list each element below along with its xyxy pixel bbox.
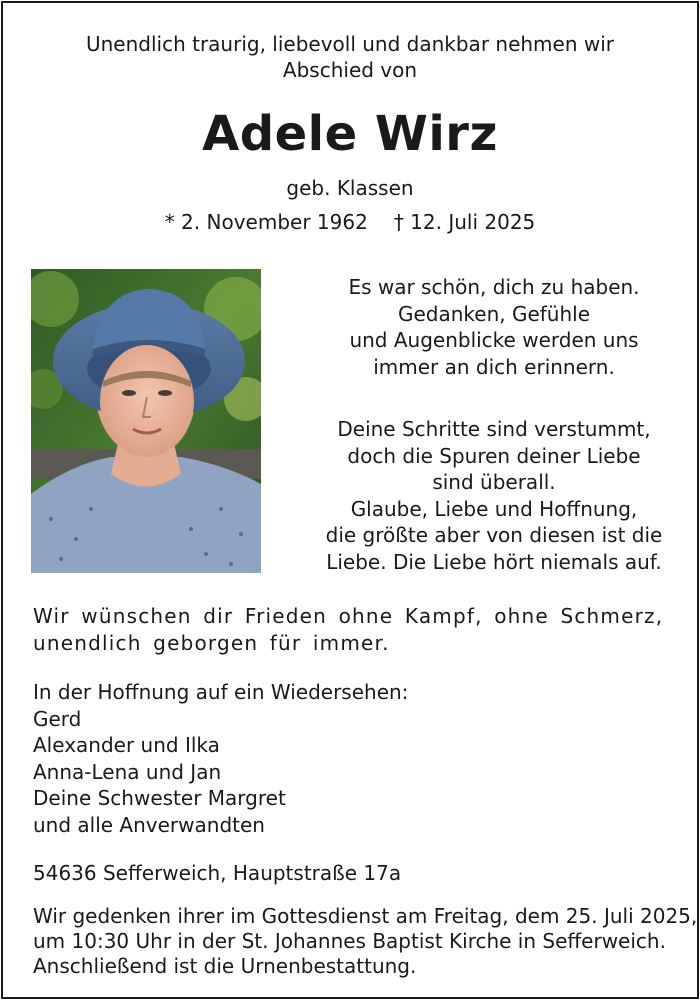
deceased-name: Adele Wirz: [202, 106, 498, 162]
wish-text: [33, 603, 673, 657]
poem-line: Liebe. Die Liebe hört niemals auf.: [326, 549, 662, 574]
obituary-card: [1, 1, 699, 999]
service-line: Wir gedenken ihrer im Gottesdienst am Freitag, dem 25. Juli 2025,: [33, 904, 698, 928]
mourner-name: Alexander und Ilka: [33, 733, 220, 757]
poem-line: Glaube, Liebe und Hoffnung,: [350, 496, 638, 521]
mourner-name: und alle Anverwandten: [33, 812, 265, 837]
poem-verse-2: [299, 416, 689, 575]
service-line: Anschließend ist die Urnenbestattung.: [33, 954, 417, 978]
maiden-name: geb. Klassen: [286, 176, 414, 200]
mourners-list: [33, 679, 408, 838]
poem-line: Es war schön, dich zu haben.: [348, 275, 640, 299]
death-date: † 12. Juli 2025: [393, 210, 536, 234]
poem-line: Gedanken, Gefühle: [397, 301, 591, 326]
poem-verse-1: [299, 274, 689, 380]
portrait-photo: [31, 269, 261, 573]
birth-date: * 2. November 1962: [164, 210, 368, 234]
intro-text: [3, 31, 697, 83]
poem-line: die größte aber von diesen ist die: [325, 523, 663, 547]
poem-line: sind überall.: [432, 470, 556, 494]
intro-line-2: Abschied von: [282, 58, 418, 82]
service-line: um 10:30 Uhr in der St. Johannes Baptist Kirche in Sefferweich.: [33, 929, 666, 953]
wish-line: Wir wünschen dir Frieden ohne Kampf, ohne Schmerz,: [33, 604, 664, 628]
mourner-name: Deine Schwester Margret: [33, 786, 286, 810]
poem-line: immer an dich erinnern.: [373, 354, 615, 379]
address: 54636 Sefferweich, Hauptstraße 17a: [33, 861, 402, 885]
poem-line: und Augenblicke werden uns: [349, 328, 639, 352]
poem-line: doch die Spuren deiner Liebe: [347, 443, 641, 468]
intro-line-1: Unendlich traurig, liebevoll und dankbar nehmen wir: [85, 32, 615, 56]
mourner-name: Anna-Lena und Jan: [33, 759, 222, 784]
life-dates: [3, 209, 697, 235]
mourners-intro: In der Hoffnung auf ein Wiedersehen:: [33, 680, 409, 704]
mourner-name: Gerd: [33, 706, 82, 731]
service-info: [33, 904, 698, 979]
wish-line: unendlich geborgen für immer.: [33, 631, 390, 655]
poem-line: Deine Schritte sind verstummt,: [337, 417, 651, 441]
